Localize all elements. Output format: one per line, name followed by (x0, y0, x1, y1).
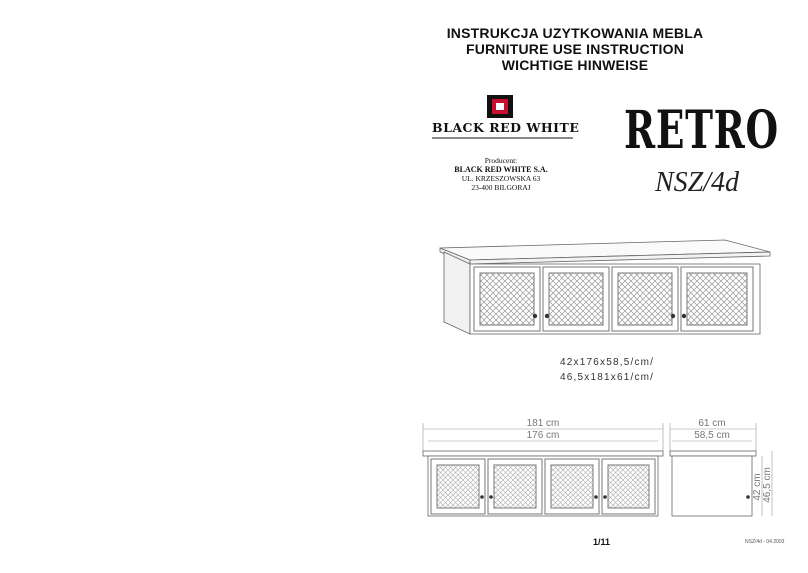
brand-logo-mark (430, 93, 575, 143)
side-view-drawing (668, 415, 780, 520)
brand-logo-text: BLACK RED WHITE (432, 120, 580, 135)
side-overall-height-label: 46,5 cm (762, 467, 773, 503)
dimensions-overall: 46,5x181x61/cm/ (560, 372, 655, 383)
model-name: NSZ/4d (655, 167, 740, 198)
brand-logo (430, 93, 580, 143)
side-body-depth-label: 58,5 cm (694, 430, 730, 441)
series-name: RETRO (624, 100, 779, 161)
cabinet-illustration (430, 230, 780, 340)
side-view-svg (668, 415, 780, 520)
document-code: NSZ/4d - 04.2003 (745, 539, 785, 545)
producer-label: Producent: (484, 156, 518, 165)
cabinet-perspective-drawing (430, 230, 780, 340)
producer-street: UL. KRZESZOWSKA 63 (461, 174, 541, 183)
front-body-width-label: 176 cm (526, 430, 560, 441)
title-english: FURNITURE USE INSTRUCTION (465, 41, 685, 57)
side-overall-depth-label: 61 cm (698, 418, 726, 429)
side-view-handle (746, 495, 750, 499)
producer-name: BLACK RED WHITE S.A. (454, 165, 548, 174)
front-view-drawing (418, 415, 668, 520)
side-body-height-label: 42 cm (752, 473, 763, 501)
producer-city: 23-400 BILGORAJ (471, 183, 531, 192)
front-view-svg (418, 415, 668, 520)
title-polish: INSTRUKCJA UZYTKOWANIA MEBLA (446, 25, 704, 41)
front-overall-width-label: 181 cm (526, 418, 560, 429)
title-german: WICHTIGE HINWEISE (501, 57, 649, 73)
dimensions-body: 42x176x58,5/cm/ (560, 357, 655, 368)
page-number: 1/11 (593, 537, 611, 547)
